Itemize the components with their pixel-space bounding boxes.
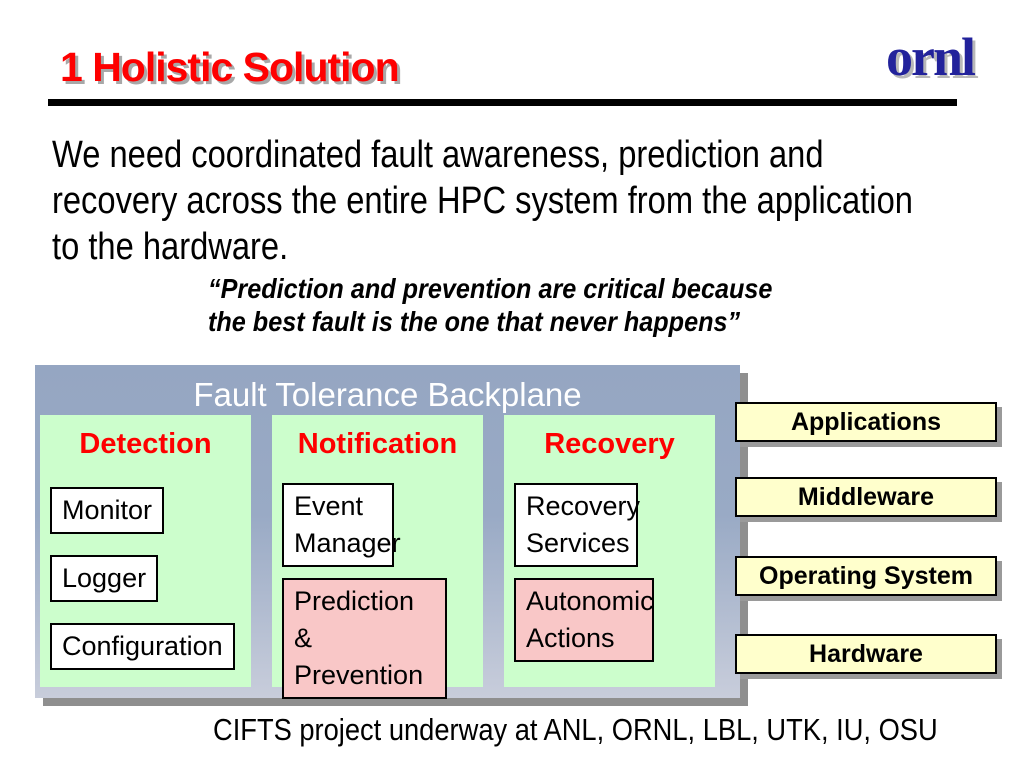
column-detection [40, 415, 251, 687]
box-monitor: Monitor [50, 487, 164, 534]
quote-line: “Prediction and prevention are critical because [208, 273, 773, 304]
column-notification-header: Notification [297, 428, 458, 460]
body-line: to the hardware. [52, 226, 289, 268]
body-paragraph [52, 132, 913, 270]
stack-box-operating-system: Operating System [735, 556, 997, 596]
backplane-title: Fault Tolerance Backplane [193, 376, 582, 413]
quote-text [208, 272, 772, 338]
column-recovery [504, 415, 715, 687]
page-title: 1 Holistic Solution [60, 44, 399, 90]
footer-caption: CIFTS project underway at ANL, ORNL, LBL, UTK, IU, OSU [213, 712, 938, 747]
box-event-manager: Event Manager [282, 483, 394, 567]
fault-tolerance-backplane [35, 365, 740, 698]
ornl-logo: ornl [886, 27, 975, 87]
body-line: We need coordinated fault awareness, prediction and [52, 134, 824, 176]
stack-box-hardware: Hardware [735, 634, 997, 674]
box-logger: Logger [50, 555, 158, 602]
body-line: recovery across the entire HPC system from the application [52, 180, 913, 222]
stack-box-middleware: Middleware [735, 477, 997, 517]
quote-line: the best fault is the one that never happens” [208, 306, 741, 337]
stack-box-applications: Applications [735, 402, 997, 442]
box-prediction-prevention: Prediction & Prevention [282, 578, 447, 699]
box-configuration: Configuration [50, 623, 235, 670]
column-detection-header: Detection [79, 428, 212, 460]
box-autonomic-actions: Autonomic Actions [514, 578, 654, 662]
backplane-columns [40, 415, 715, 690]
title-underline [48, 99, 957, 106]
column-notification [272, 415, 483, 690]
box-recovery-services: Recovery Services [514, 483, 638, 567]
column-recovery-header: Recovery [544, 428, 675, 460]
